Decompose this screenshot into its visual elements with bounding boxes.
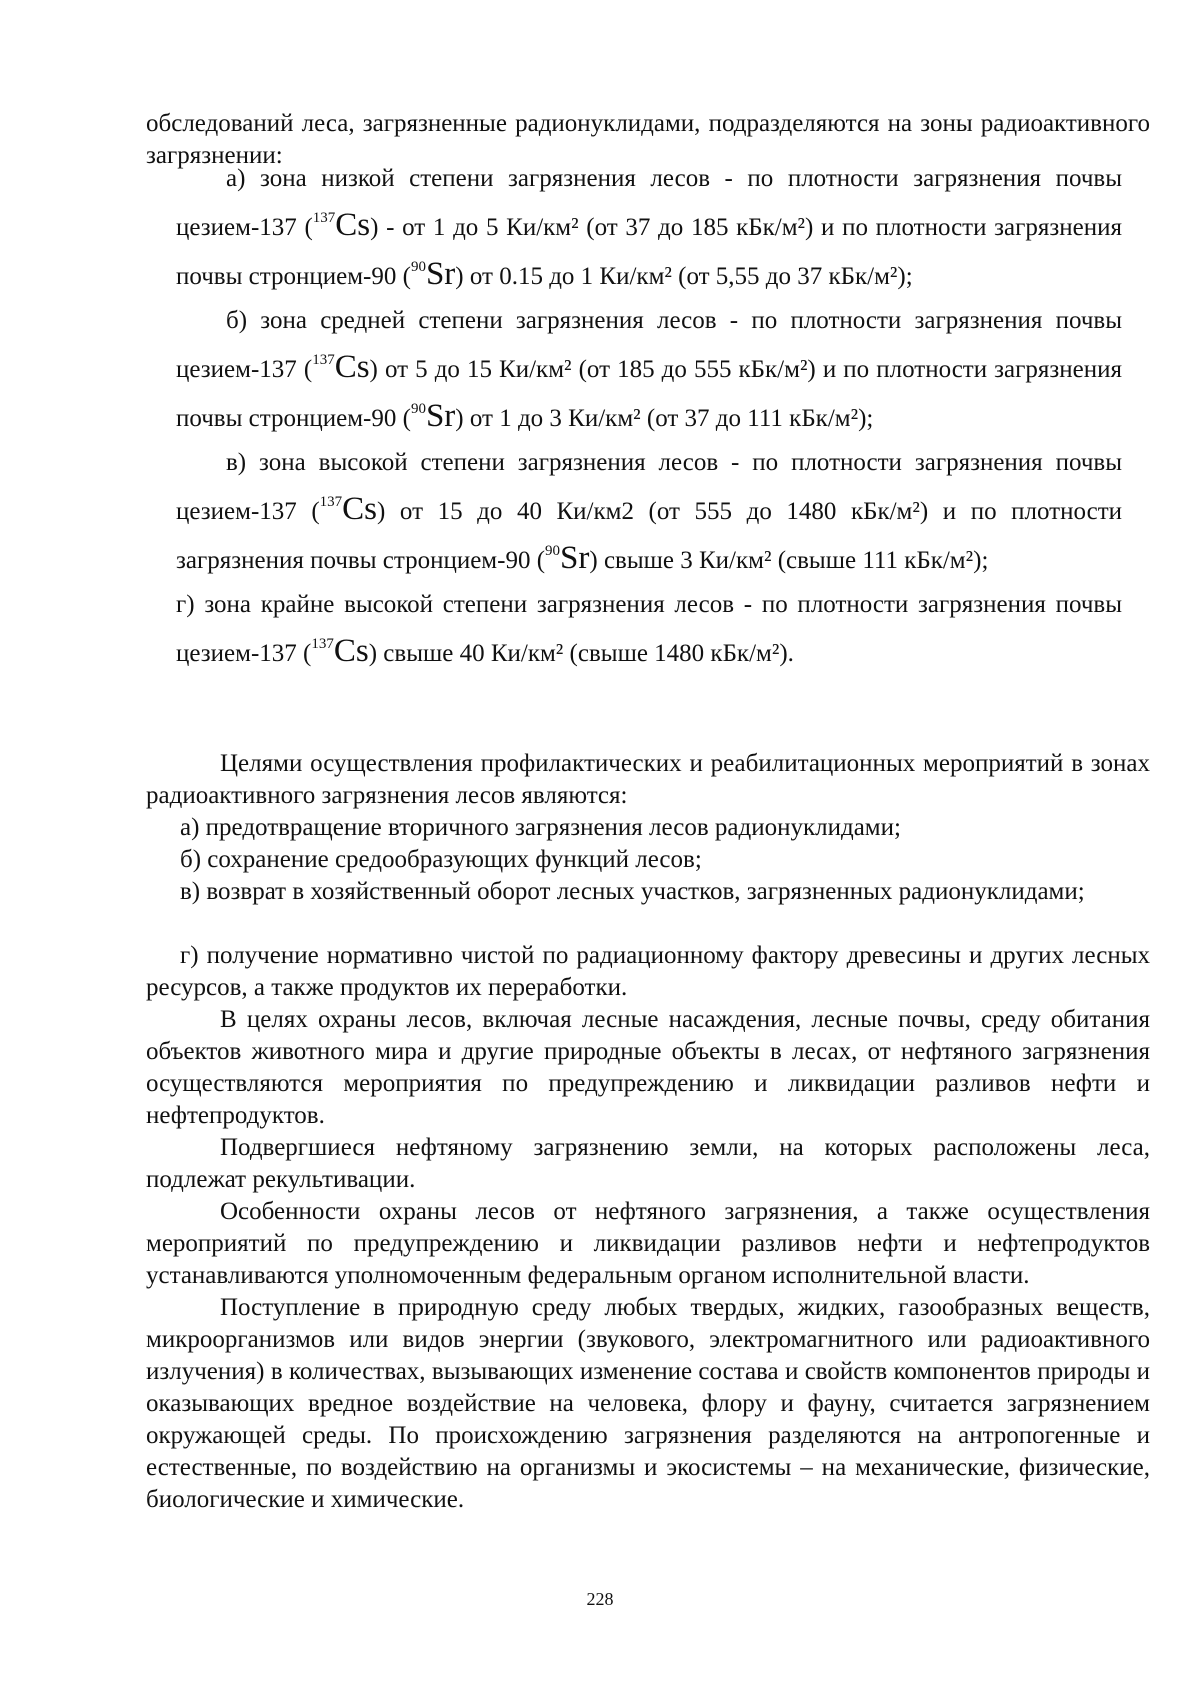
zone-g-paragraph (176, 582, 1122, 677)
goal-v-item: в) возврат в хозяйственный оборот лесных участков, загрязненных радионуклидами; (180, 878, 1085, 905)
pollution-definition-paragraph: Поступление в природную среду любых твердых, жидких, газообразных веществ, микроорганизмов или видов энергии (звукового, электромагнитного или радиоактивного излучения) в количествах, вызывающих изменение состава и свойств компонентов природы и оказывающих вредное воздействие на человека, флору и фауну, считается загрязнением окружающей среды. По происхождению загрязнения разделяются на антропогенные и естественные, по воздействию на организмы и экосистемы – на механические, физические, биологические и химические. (146, 1294, 1150, 1513)
features-paragraph: Особенности охраны лесов от нефтяного загрязнения, а также осуществления мероприятий по предупреждению и ликвидации разливов нефти и нефтепродуктов устанавливаются уполномоченным федеральным органом исполнительной власти. (146, 1198, 1150, 1289)
cs137-isotope: $^{137}$Cs (319, 491, 378, 527)
zone-g-text-2: ) свыше 40 Ки/км² (свыше 1480 кБк/м²). (368, 640, 794, 667)
zone-g-text-1: г) зона крайне высокой степени загрязнения лесов - по плотности загрязнения почвы цезием-137 ( (176, 591, 1122, 667)
sr90-isotope: $^{90}$Sr (410, 398, 456, 434)
zone-a-paragraph (176, 156, 1122, 300)
sr90-isotope: $^{90}$Sr (545, 540, 590, 576)
goal-a-item: а) предотвращение вторичного загрязнения лесов радионуклидами; (180, 814, 901, 841)
zone-v-paragraph (176, 440, 1122, 584)
zone-v-text-2: ) от 15 до 40 Ки/км2 (от 555 до 1480 кБк/м²) и по плотности загрязнения почвы стронцием-90 ( (176, 498, 1122, 574)
zone-a-text-3: ) от 0.15 до 1 Ки/км² (от 5,55 до 37 кБк/м²); (455, 263, 913, 290)
oil-protection-paragraph: В целях охраны лесов, включая лесные насаждения, лесные почвы, среду обитания объектов животного мира и другие природные объекты в лесах, от нефтяного загрязнения осуществляются мероприятия по предупреждению и ликвидации разливов нефти и нефтепродуктов. (146, 1006, 1150, 1129)
zone-b-text-1: б) зона средней степени загрязнения лесов - по плотности загрязнения почвы цезием-137 ( (176, 307, 1122, 383)
goals-intro-paragraph: Целями осуществления профилактических и реабилитационных мероприятий в зонах радиоактивного загрязнения лесов являются: (146, 750, 1150, 809)
cs137-isotope: $^{137}$Cs (311, 633, 369, 669)
zone-b-text-3: ) от 1 до 3 Ки/км² (от 37 до 111 кБк/м²); (455, 405, 874, 432)
zone-b-paragraph (176, 298, 1122, 442)
zone-b-text-2: ) от 5 до 15 Ки/км² (от 185 до 555 кБк/м²) и по плотности загрязнения почвы стронцием-90 ( (176, 356, 1123, 432)
zone-v-text-3: ) свыше 3 Ки/км² (свыше 111 кБк/м²); (589, 547, 989, 574)
sr90-isotope: $^{90}$Sr (410, 256, 456, 292)
page-number: 228 (586, 1589, 614, 1609)
recultivation-paragraph: Подвергшиеся нефтяному загрязнению земли, на которых расположены леса, подлежат рекультивации. (146, 1134, 1150, 1193)
cs137-isotope: $^{137}$Cs (312, 207, 371, 243)
goal-b-item: б) сохранение средообразующих функций лесов; (180, 846, 702, 873)
zone-a-text-2: ) - от 1 до 5 Ки/км² (от 37 до 185 кБк/м²) и по плотности загрязнения почвы стронцием-90 ( (176, 214, 1122, 290)
intro-paragraph: обследований леса, загрязненные радионуклидами, подразделяются на зоны радиоактивного загрязнении: (146, 110, 1150, 169)
zone-v-text-1: в) зона высокой степени загрязнения лесов - по плотности загрязнения почвы цезием-137 ( (176, 449, 1122, 525)
zone-a-text-1: а) зона низкой степени загрязнения лесов - по плотности загрязнения почвы цезием-137 ( (176, 165, 1122, 241)
cs137-isotope: $^{137}$Cs (312, 349, 370, 385)
goal-g-item: г) получение нормативно чистой по радиационному фактору древесины и других лесных ресурсов, а также продуктов их переработки. (146, 942, 1150, 1001)
